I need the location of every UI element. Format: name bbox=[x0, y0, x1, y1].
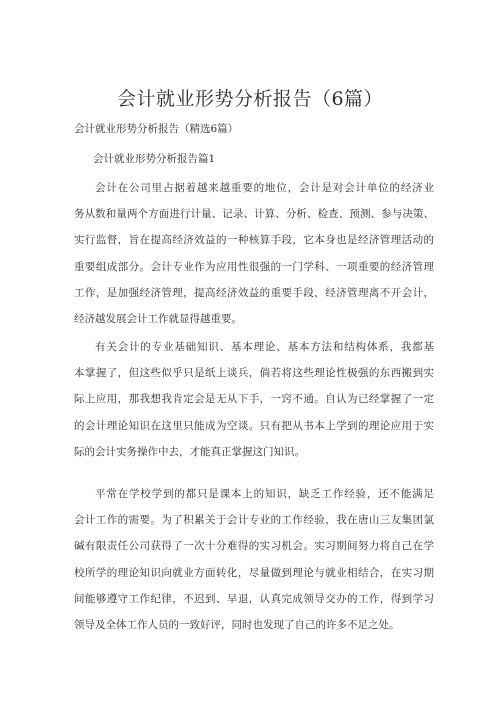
paragraph-3 bbox=[74, 481, 434, 638]
page-title: 会计就业形势分析报告（6篇） bbox=[116, 88, 384, 110]
paragraph-line: 际的会计实务操作中去，才能真正掌握这门知识。 bbox=[74, 445, 305, 458]
document-subtitle: 会计就业形势分析报告（精选6篇） bbox=[74, 123, 239, 135]
paragraph-line: 会计在公司里占据着越来越重要的地位，会计是对会计单位的经济业 bbox=[95, 182, 434, 194]
paragraph-line: 的会计理论知识在这里只能成为空谈。只有把从书本上学到的理论应用于实 bbox=[74, 419, 434, 432]
paragraph-line: 会计工作的需要。为了积累关于会计专业的工作经验，我在唐山三友集团氯 bbox=[74, 514, 434, 527]
paragraph-line: 间能够遵守工作纪律，不迟到、早退，认真完成领导交办的工作，得到学习 bbox=[74, 592, 434, 605]
paragraph-line: 际上应用，那我想我肯定会是无从下手，一窍不通。自认为已经掌握了一定 bbox=[74, 393, 434, 406]
paragraph-line: 有关会计的专业基础知识、基本理论、基本方法和结构体系，我都基 bbox=[95, 341, 434, 353]
paragraph-line: 实行监督，旨在提高经济效益的一种核算手段，它本身也是经济管理活动的 bbox=[74, 234, 434, 247]
paragraph-line: 务从数和量两个方面进行计量、记录、计算、分析、检查、预测、参与决策、 bbox=[74, 208, 434, 221]
paragraph-line: 重要组成部分。会计专业作为应用性很强的一门学科、一项重要的经济管理 bbox=[74, 260, 434, 273]
section-heading: 会计就业形势分析报告篇1 bbox=[93, 153, 216, 165]
paragraph-2 bbox=[74, 334, 434, 465]
paragraph-line: 碱有限责任公司获得了一次十分难得的实习机会。实习期间努力将自己在学 bbox=[74, 540, 434, 553]
paragraph-line: 经济越发展会计工作就显得越重要。 bbox=[74, 312, 242, 325]
paragraph-line: 领导及全体工作人员的一致好评，同时也发现了自己的许多不足之处。 bbox=[74, 618, 400, 631]
paragraph-line: 校所学的理论知识向就业方面转化，尽量做到理论与就业相结合，在实习期 bbox=[74, 566, 434, 579]
paragraph-line: 平常在学校学到的都只是课本上的知识，缺乏工作经验，还不能满足 bbox=[95, 488, 434, 500]
paragraph-1 bbox=[74, 175, 434, 332]
paragraph-line: 本掌握了，但这些似乎只是纸上谈兵，倘若将这些理论性极强的东西搬到实 bbox=[74, 367, 434, 380]
paragraph-line: 工作，是加强经济管理，提高经济效益的重要手段，经济管理离不开会计， bbox=[74, 286, 434, 299]
